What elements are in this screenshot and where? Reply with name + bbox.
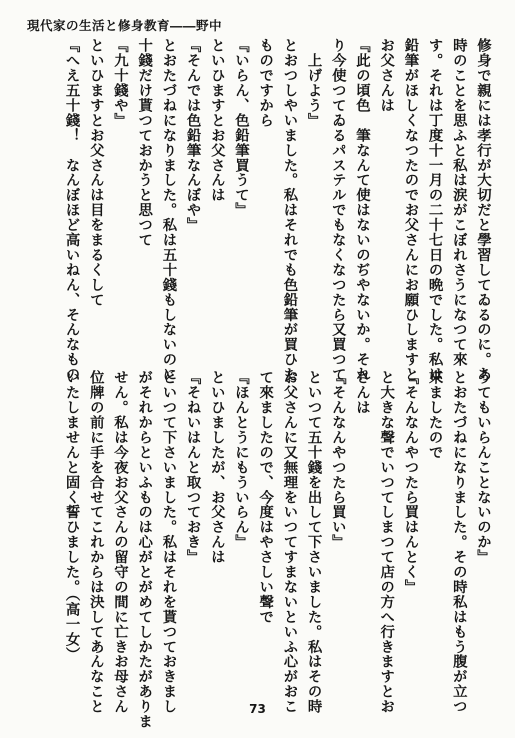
text-column: す。それは丁度十一月の二十七日の晩でした。私は	[426, 38, 444, 382]
text-column: とおつしやいました。私はそれでも色鉛筆が買ひた	[281, 38, 299, 382]
text-column: 『ほんとうにもういらん』	[233, 370, 250, 550]
text-column: て來ましたので、今度はやさしい聲で	[257, 370, 275, 625]
text-column: 『九十錢や』	[112, 38, 129, 128]
text-column: 上げよう』	[305, 38, 323, 128]
text-column: 十錢だけ貰つておかうと思つて	[136, 38, 154, 248]
text-column: 修身で親には孝行が大切だと學習してゐるのに。あ	[475, 38, 492, 382]
text-column: お父さんは	[378, 38, 396, 113]
text-column: 時のことを思ふと私は涙がこぼれさうになつて來	[450, 38, 468, 367]
text-column: 『そんなんやつたら買い』	[329, 370, 347, 550]
text-column: うてもいらんことないのか』	[475, 370, 492, 565]
text-column: 『いらん、色鉛筆買うて』	[233, 38, 250, 218]
running-header: 現代家の生活と修身教育――野中	[27, 18, 223, 33]
text-column: ものですから	[257, 38, 275, 128]
text-column: せん。私は今夜お父さんの留守の間に亡きお母さん	[112, 370, 129, 714]
text-column: 『そねいはんと取つておき』	[184, 370, 202, 565]
text-column: がそれからといふものは心がとがめてしかたがありま	[136, 370, 154, 729]
text-column: り今使つてゐるパステルでもなくなつたら又買つて	[329, 38, 347, 382]
text-column: 『そんなんやつたら買はんとく』	[402, 370, 420, 595]
text-column: と大きな聲でいつてしまつて店の方へ行きますとお	[378, 370, 396, 714]
text-column: といつて下さいました。私はそれを貰つておきまし	[160, 370, 178, 714]
text-column: 『此の頃色 筆なんて使はないのぢやないか。それ	[354, 38, 371, 382]
text-column: といひますとお父さんは目をまるくして	[87, 38, 105, 308]
text-column: とおたづねになりました。私は五十錢もしないのに	[160, 38, 178, 382]
text-column: といひましたが、お父さんは	[208, 370, 226, 565]
text-column: 『そんでは色鉛筆なんぼや』	[184, 38, 202, 233]
text-column: 鉛筆がほしくなつたのでお父さんにお願ひしますと	[402, 38, 420, 382]
text-column: いたしませんと固く誓ひました。（高一女）	[63, 370, 81, 662]
text-column: さんは	[354, 370, 371, 415]
text-column: といつて五十錢を出して下さいました。私はその時	[305, 370, 323, 714]
text-column: 『へえ五十錢！ なんぼほど高いねん、そんなもの	[63, 38, 81, 382]
text-column: 位牌の前に手を合せてこれからは決してあんなこと	[87, 370, 105, 714]
text-column: といひますとお父さんは	[208, 38, 226, 203]
text-column: お父さんに又無理をいつてすまないといふ心がおこ	[281, 370, 299, 714]
text-column: とおたづねになりました。その時私はもう腹が立つ	[450, 370, 468, 714]
text-column: 來ましたので	[426, 370, 444, 460]
page-number: 73	[249, 702, 266, 716]
